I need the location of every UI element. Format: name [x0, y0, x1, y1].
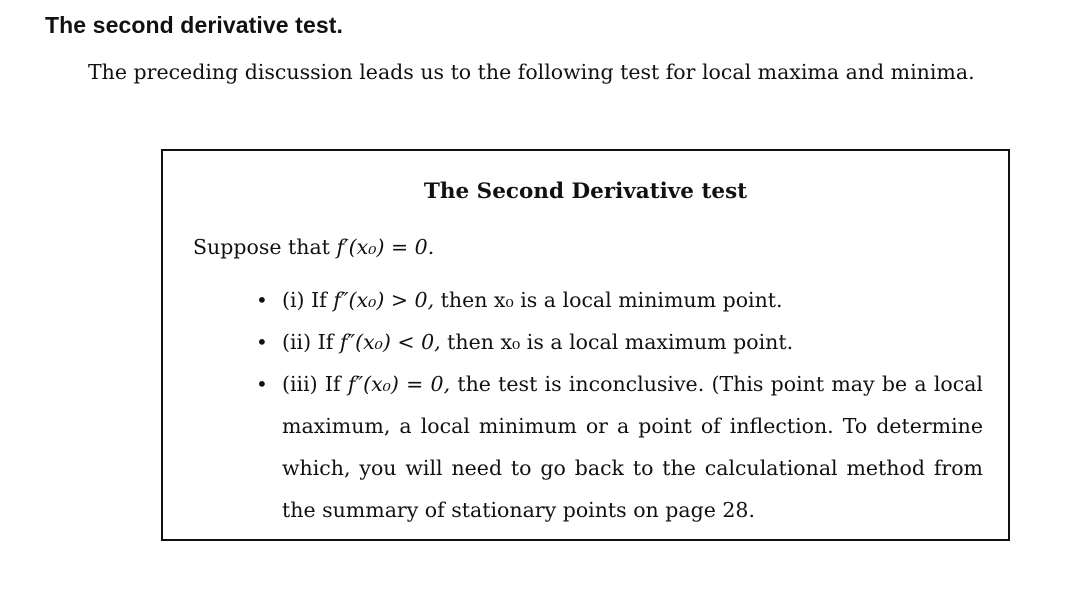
condition-label: (i) If: [282, 288, 327, 312]
condition-item-minimum: [253, 279, 983, 321]
condition-label: (iii) If: [282, 372, 341, 396]
bullet-icon: •: [256, 330, 268, 354]
bullet-icon: •: [256, 288, 268, 312]
intro-paragraph: The preceding discussion leads us to the following test for local maxima and minima.: [88, 60, 975, 84]
theorem-title: The Second Derivative test: [423, 179, 748, 204]
condition-item-inconclusive: [253, 363, 983, 531]
condition-math: f″(x₀) < 0,: [339, 330, 441, 354]
condition-text: then x₀ is a local maximum point.: [447, 330, 794, 354]
condition-text: then x₀ is a local minimum point.: [440, 288, 783, 312]
condition-text: the test is inconclusive. (This point may be a local maximum, a local minimum or a point of inflection. To determine which, you will need to go back to the calculational method from the summary of stationary points on page 28.: [282, 372, 983, 522]
supposition-math: f′(x₀) = 0.: [336, 235, 435, 259]
bullet-icon: •: [256, 372, 268, 396]
condition-math: f″(x₀) > 0,: [333, 288, 435, 312]
theorem-box: [161, 149, 1010, 541]
condition-math: f″(x₀) = 0,: [347, 372, 451, 396]
section-heading: The second derivative test.: [45, 12, 343, 38]
supposition-prefix: Suppose that: [193, 235, 330, 259]
conditions-list: [253, 279, 983, 531]
supposition-line: [193, 235, 434, 259]
condition-item-maximum: [253, 321, 983, 363]
condition-label: (ii) If: [282, 330, 334, 354]
